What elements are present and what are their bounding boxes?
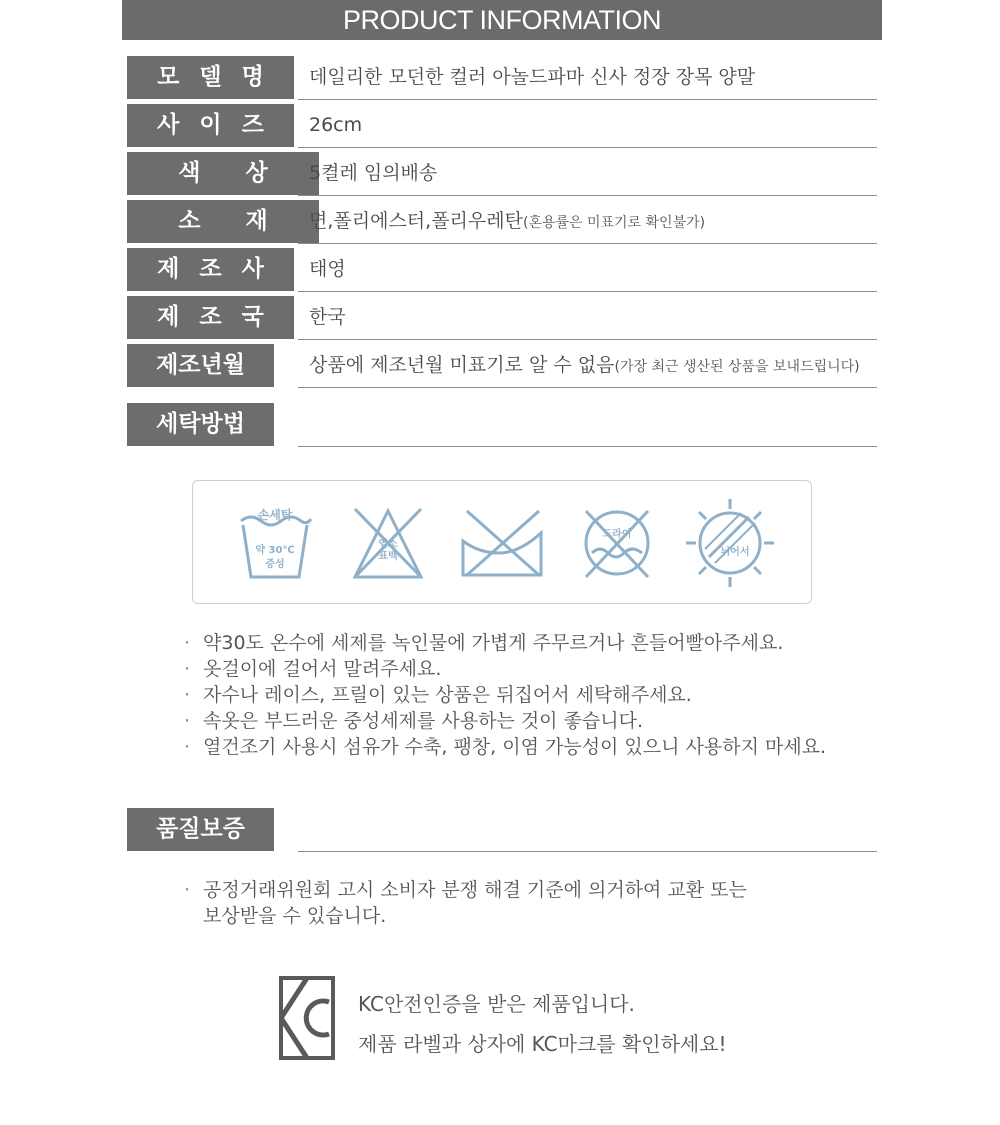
info-row-color [127, 152, 877, 195]
info-value: 태영 [298, 248, 877, 292]
list-item: · 공정거래위원회 고시 소비자 분쟁 해결 기준에 의거하여 교환 또는 [184, 877, 747, 903]
quality-text [184, 877, 747, 929]
kc-line-2: 제품 라벨과 상자에 KC마크를 확인하세요! [358, 1032, 727, 1056]
info-label: 사이즈 [127, 104, 294, 147]
info-value: 5켤레 임의배송 [298, 152, 877, 196]
info-note: (가장 최근 생산된 상품을 보내드립니다) [614, 359, 860, 375]
list-item: · 약30도 온수에 세제를 녹인물에 가볍게 주무르거나 흔들어빨아주세요. [184, 630, 826, 656]
info-label: 제조년월 [127, 344, 274, 387]
info-label: 제조사 [127, 248, 294, 291]
bleach-label-2: 표백 [378, 551, 398, 562]
info-row-manufacturer [127, 248, 877, 291]
section-divider [298, 403, 877, 447]
washing-instructions [184, 630, 826, 760]
list-item: · 자수나 레이스, 프릴이 있는 상품은 뒤집어서 세탁해주세요. [184, 682, 826, 708]
info-row-country [127, 296, 877, 339]
list-item-continuation: 보상받을 수 있습니다. [203, 905, 387, 927]
info-note: (혼용률은 미표기로 확인불가) [522, 215, 706, 231]
page-header: PRODUCT INFORMATION [122, 0, 882, 40]
kc-line-1: KC안전인증을 받은 제품입니다. [358, 992, 635, 1016]
dry-flat-shade-icon [685, 495, 775, 587]
hand-wash-detergent: 중성 [265, 559, 285, 570]
info-row-date [127, 344, 877, 387]
info-row-model [127, 56, 877, 99]
hand-wash-label: 손세탁 [257, 508, 293, 522]
hand-wash-temp: 약 30℃ [255, 545, 295, 556]
list-item: · 속옷은 부드러운 중성세제를 사용하는 것이 좋습니다. [184, 708, 826, 734]
info-value: 데일리한 모던한 컬러 아놀드파마 신사 정장 장목 양말 [298, 56, 877, 100]
dry-clean-label: 드라이 [602, 529, 632, 540]
dry-flat-label: 뉘어서 [720, 547, 750, 558]
info-value: 한국 [298, 296, 877, 340]
section-divider [298, 808, 877, 852]
info-label: 제조국 [127, 296, 294, 339]
no-bleach-icon [351, 495, 425, 587]
info-label: 색상 [127, 152, 319, 195]
info-row-size [127, 104, 877, 147]
section-quality [127, 808, 877, 851]
no-iron-icon [459, 495, 545, 587]
section-washing [127, 403, 877, 446]
info-value: 상품에 제조년월 미표기로 알 수 없음(가장 최근 생산된 상품을 보내드립니다) [298, 344, 877, 388]
info-value: 면,폴리에스터,폴리우레탄(혼용률은 미표기로 확인불가) [298, 200, 877, 244]
care-icons-box [192, 480, 812, 604]
info-label: 소재 [127, 200, 319, 243]
section-title: 세탁방법 [127, 403, 274, 446]
list-item: · 옷걸이에 걸어서 말려주세요. [184, 656, 826, 682]
bleach-label: 염소 [378, 539, 398, 550]
info-value: 26cm [298, 104, 877, 148]
section-title: 품질보증 [127, 808, 274, 851]
no-dry-clean-icon [580, 495, 654, 587]
list-item: · 열건조기 사용시 섬유가 수축, 팽창, 이염 가능성이 있으니 사용하지 마세요. [184, 734, 826, 760]
kc-logo [279, 976, 335, 1060]
info-row-material [127, 200, 877, 243]
hand-wash-icon [235, 495, 315, 587]
info-label: 모델명 [127, 56, 294, 99]
